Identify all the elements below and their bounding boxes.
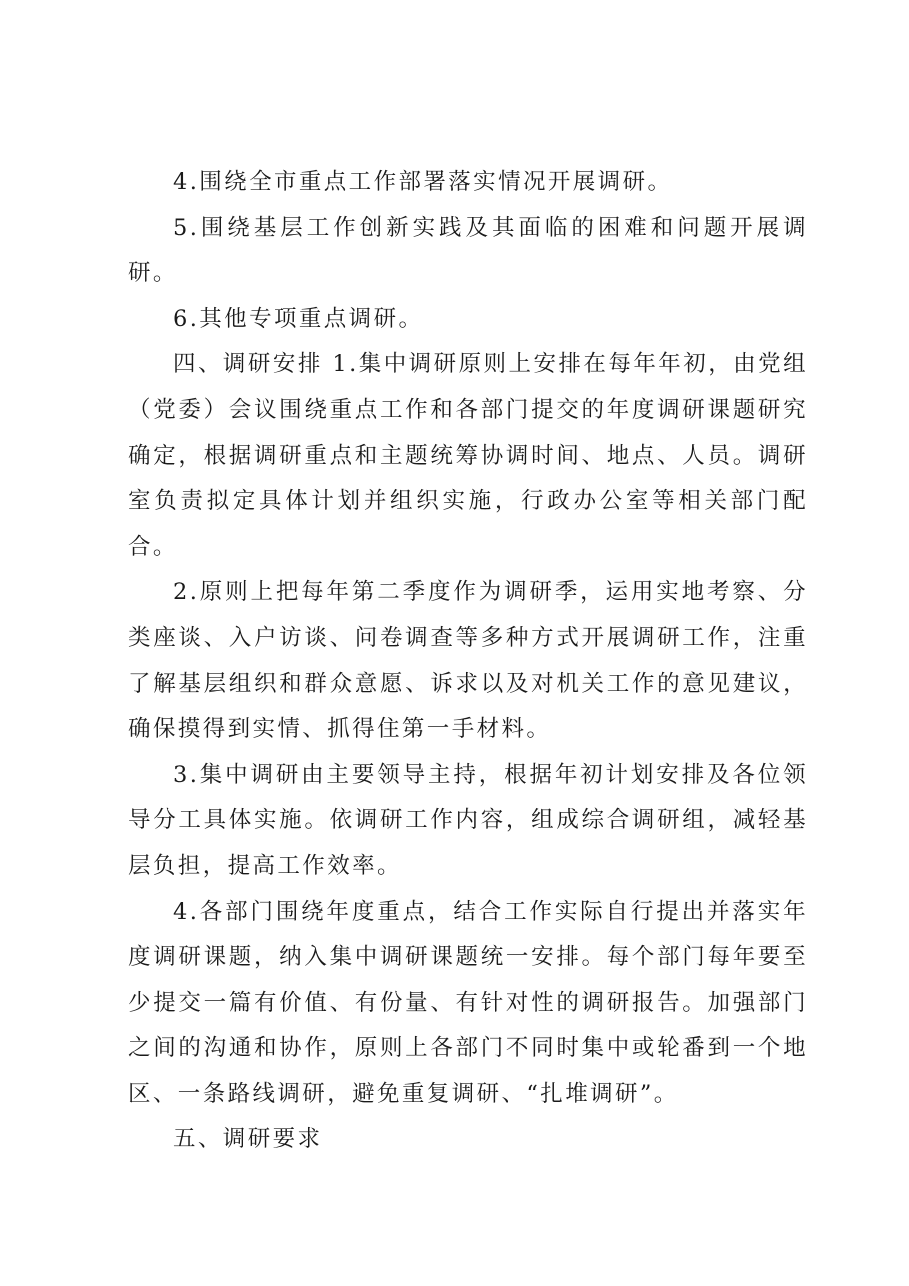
document-body [128,160,808,1163]
arrangement-item-4: 4.各部门围绕年度重点，结合工作实际自行提出并落实年度调研课题，纳入集中调研课题统一安排。每个部门每年要至少提交一篇有价值、有份量、有针对性的调研报告。加强部门之间的沟通和协作，原则上各部门不同时集中或轮番到一个地区、一条路线调研，避免重复调研、“扎堆调研”。 [128,898,808,1107]
paragraph-item-4: 4.围绕全市重点工作部署落实情况开展调研。 [173,169,673,195]
paragraph-item-5: 5.围绕基层工作创新实践及其面临的困难和问题开展调研。 [128,214,808,287]
paragraph-item-6: 6.其他专项重点调研。 [173,305,424,332]
section-4-paragraph: 四、调研安排 1.集中调研原则上安排在每年年初，由党组（党委）会议围绕重点工作和各部门提交的年度调研课题研究确定，根据调研重点和主题统筹协调时间、地点、人员。调研室负责拟定具体计划并组织实施，行政办公室等相关部门配合。 [128,351,808,560]
arrangement-item-2: 2.原则上把每年第二季度作为调研季，运用实地考察、分类座谈、入户访谈、问卷调查等多种方式开展调研工作，注重了解基层组织和群众意愿、诉求以及对机关工作的意见建议，确保摸得到实情、抓得住第一手材料。 [128,579,808,743]
section-5-heading: 五、调研要求 [173,1126,323,1153]
arrangement-item-3: 3.集中调研由主要领导主持，根据年初计划安排及各位领导分工具体实施。依调研工作内容，组成综合调研组，减轻基层负担，提高工作效率。 [128,761,808,879]
